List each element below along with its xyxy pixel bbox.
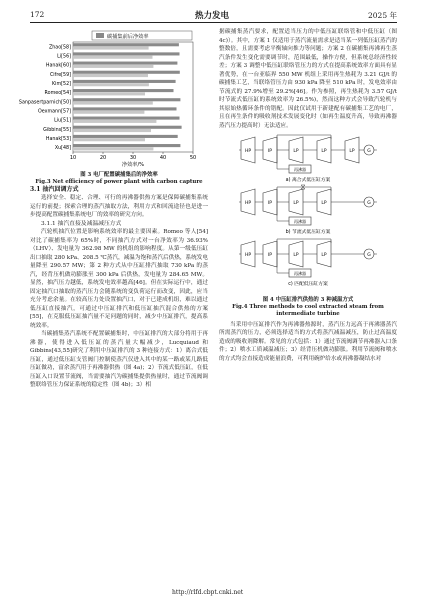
figure-3-caption-cn: 图 3 电厂配置碳捕集后的净效率 bbox=[80, 171, 158, 178]
extraction-pipe bbox=[277, 243, 289, 273]
bar-after bbox=[73, 74, 148, 77]
reboiler-label: 再沸器 bbox=[294, 167, 306, 172]
bar-after bbox=[73, 120, 156, 123]
figure-3-caption-en: Fig.3 Net efficiency of power plant with carbon capture bbox=[35, 178, 203, 185]
x-axis-label: 净效率/% bbox=[121, 162, 145, 168]
category-label: Zhao[58] bbox=[48, 45, 71, 51]
reboiler-label: 再沸器 bbox=[294, 219, 306, 224]
lp-turbine-3-label: LP bbox=[349, 149, 355, 154]
category-label: Hanak[53] bbox=[45, 137, 71, 143]
diagram-caption: a) 离合式低压缸方案 bbox=[285, 178, 331, 183]
lp-turbine-2-label: LP bbox=[321, 201, 327, 206]
generator-label: G bbox=[367, 149, 371, 154]
figure-3-chart bbox=[18, 28, 208, 168]
category-label: Gibbins[55] bbox=[43, 127, 71, 133]
hp-turbine-label: HP bbox=[244, 253, 252, 258]
bar-after bbox=[73, 129, 151, 132]
subsection-title: 3.1.1 抽汽直接及减温减压方式 bbox=[41, 220, 122, 227]
bar-after bbox=[73, 47, 149, 50]
figure-4-caption-en-1: Fig.4 Three methods to cool extracted steam from bbox=[232, 303, 384, 310]
reboiler-label: 再沸器 bbox=[294, 271, 306, 276]
category-label: Oexmann[57] bbox=[37, 109, 71, 115]
bar-after bbox=[73, 102, 153, 105]
bar-after bbox=[73, 65, 153, 68]
extraction-pipe bbox=[277, 191, 289, 221]
paragraph: 据碳捕集蒸汽要求，配置适当压力的中低压缸联络管和中低压缸（图 4c)）。其中，方案 1 仅适用于蒸汽流量需求是适当某一列低压缸蒸汽的整数倍，且需要考虑平衡轴向推力等问题；方案 2 在碳捕集再沸再生蒸汽条件发生变化需要调节时，范围最低，操作方便，但系统总经济性较差；方案 3 调整中低压缸联络管压力的方式在提高系统效率方面具有显著优势，在一台亚临界 550 MW 机组上采用再生热耗为 3.21 GJ/t 的碳捕集工艺，当联络管压力由 930 kPa 降至 510 kPa 时，发电效率由节流式的 27.9%增至 29.2%[46]。作为参照，再生热耗为 3.57 GJ/t 时节流式低压缸的系统效率为 26.5%)，然而这种方式会导致汽轮机与其原始热循环条件的错配。因此仅试用于新建配有碳捕集工艺的电厂，且在再生条件的吸收剂技术发展变化时（如再生温度升高，导致再沸器蒸汽压力提高时）无法适应。 bbox=[219, 29, 397, 129]
lp-turbine-2-label: LP bbox=[321, 149, 327, 154]
hp-turbine-label: HP bbox=[244, 149, 252, 154]
lp-turbine-2-label: LP bbox=[321, 253, 327, 258]
diagram-caption: c) 匹配低压缸方案 bbox=[288, 282, 328, 287]
generator-label: G bbox=[367, 253, 371, 258]
bar-before bbox=[73, 80, 176, 83]
bar-before bbox=[73, 89, 174, 92]
bar-before bbox=[73, 43, 179, 46]
page-number: 172 bbox=[30, 10, 45, 19]
legend-label: 碳捕集前后净效率 bbox=[107, 33, 149, 40]
ip-turbine-label: IP bbox=[267, 149, 273, 154]
crossover-pipe bbox=[277, 239, 331, 243]
x-tick-label: 30 bbox=[129, 155, 137, 161]
x-tick-label: 50 bbox=[189, 155, 197, 161]
bar-after bbox=[73, 138, 145, 141]
section-title: 3.1 抽汽回调方式 bbox=[30, 185, 79, 193]
category-label: Li[56] bbox=[57, 54, 71, 60]
category-label: Cifre[59] bbox=[49, 72, 71, 78]
left-column bbox=[18, 28, 208, 390]
bar-before bbox=[73, 71, 180, 74]
figure-4-caption-cn: 图 4 中压缸排汽供热的 3 种减温方式 bbox=[262, 296, 354, 303]
paragraph: 选择安全、稳定、合理、可行的再沸器供热方案是保障碳捕集系统运行的前提；探索合理的蒸汽抽取方法，利用方式和回流途径也是进一步提高配置碳捕集系统电厂的效率的研究方向。 bbox=[30, 195, 208, 218]
footer-url: http://rlfd.cbpt.cnki.net bbox=[172, 589, 244, 596]
bar-before bbox=[73, 144, 180, 147]
category-label: Liu[51] bbox=[54, 118, 71, 124]
lp-turbine-1-label: LP bbox=[293, 201, 299, 206]
bar-before bbox=[73, 107, 177, 110]
bar-after bbox=[73, 111, 144, 114]
extraction-pipe bbox=[277, 139, 289, 169]
paragraph: 当采用中压缸排汽作为再沸器热源时，蒸汽压力远高于再沸器蒸汽所需蒸汽的压力，必须选择适当的方式将蒸汽减温减压，防止过高温度造成的吸收剂降解。常见的方式包括：1）通过节流阀调节再沸器入口条件；2）喷水工质减温减压；3）经背压机做功膨胀。利用节流阀和喷水的方式均会直接造成能量浪费，可利用碗炉给水或再沸器凝结水对 bbox=[219, 321, 397, 362]
figure-4-diagram bbox=[219, 133, 397, 293]
legend-swatch bbox=[96, 33, 104, 38]
x-tick-label: 20 bbox=[99, 155, 107, 161]
x-tick-label: 40 bbox=[159, 155, 167, 161]
bar-before bbox=[73, 98, 180, 101]
ip-turbine-label: IP bbox=[267, 201, 273, 206]
category-label: Kim[52] bbox=[52, 82, 71, 88]
generator-label: G bbox=[367, 201, 371, 206]
paragraph: 汽轮机抽汽位置是影响系统效率的最主要因素。Romeo 等人[54]对比了碳捕集率为 65%时，不同抽汽方式对一台净效率为 36.93%（LHV）、发电量为 362.98 MW 的机组的影响程度。从第一级低压缸出口抽取 280 kPa、208.5 ℃蒸汽，减温为饱和蒸汽后供热，系统发电量降至 290.57 MW；第 2 种方式从中压缸排汽抽取 730 kPa 的蒸汽，经背压机做功膨胀至 300 kPa 后供热，发电量为 284.65 MW。显然，抽汽压力越低，系统发电效率越高[46]。但在实际运行中，通过固定抽汽口抽取的蒸汽压力会随系统的变负荷运行而改变，因此，应当充分考虑余量。在较高压力处设置抽汽口，对于已建成机组，难以通过低压缸直接抽汽，可通过中压缸排汽和低压缸抽汽混合供热的方案[55]，在克服低压缸抽汽量不足问题的同时，减少中压缸排汽，提高系统效率。 bbox=[30, 229, 208, 329]
bar-after bbox=[73, 56, 153, 59]
bar-before bbox=[73, 62, 177, 65]
category-label: Hanak[60] bbox=[45, 63, 71, 69]
lp-turbine-1-label: LP bbox=[293, 149, 299, 154]
year: 2025 年 bbox=[368, 11, 397, 20]
ip-turbine-label: IP bbox=[267, 253, 273, 258]
bar-before bbox=[73, 135, 178, 138]
figure-4-caption-en-2: intermediate turbine bbox=[276, 310, 340, 317]
x-tick-label: 10 bbox=[69, 155, 77, 161]
hp-turbine-label: HP bbox=[244, 201, 252, 206]
header-rule bbox=[30, 22, 397, 23]
bar-after bbox=[73, 92, 145, 95]
bar-before bbox=[73, 117, 180, 120]
journal-name: 热力发电 bbox=[195, 11, 230, 21]
lp-turbine-1-label: LP bbox=[293, 253, 299, 258]
category-label: Romeo[54] bbox=[44, 91, 71, 97]
bar-after bbox=[73, 147, 153, 150]
right-column bbox=[219, 28, 397, 363]
diagram-caption: b) 节流式低压缸方案 bbox=[285, 230, 331, 235]
bar-before bbox=[73, 126, 182, 129]
bar-before bbox=[73, 52, 180, 55]
paragraph: 当碳捕集蒸汽系统不配置碳捕集时，中压缸排汽的大部分将用于再沸器，使得进入低压缸的蒸汽量大幅减少，Lucquiaud 和 Gibbins[43,55]研究了利用中压缸排汽的 3 种连接方式：1）离合式低压缸，通过低压缸支管阀门控制使蒸汽仅进入其中的某一路或某几路低压缸做功，富余蒸汽用于再沸器供热（图 4a)；2）节流式低压缸，在低压缸入口设置节流阀，当需要抽汽为碳捕集提供热量时，通过节流阀调整联络管压力保证系统的稳定性（图 4b)；3）相 bbox=[30, 331, 208, 388]
category-label: Sanpasertparnich[50] bbox=[18, 100, 71, 106]
crossover-pipe bbox=[277, 135, 331, 139]
category-label: Xu[48] bbox=[54, 146, 71, 152]
bar-after bbox=[73, 83, 149, 86]
